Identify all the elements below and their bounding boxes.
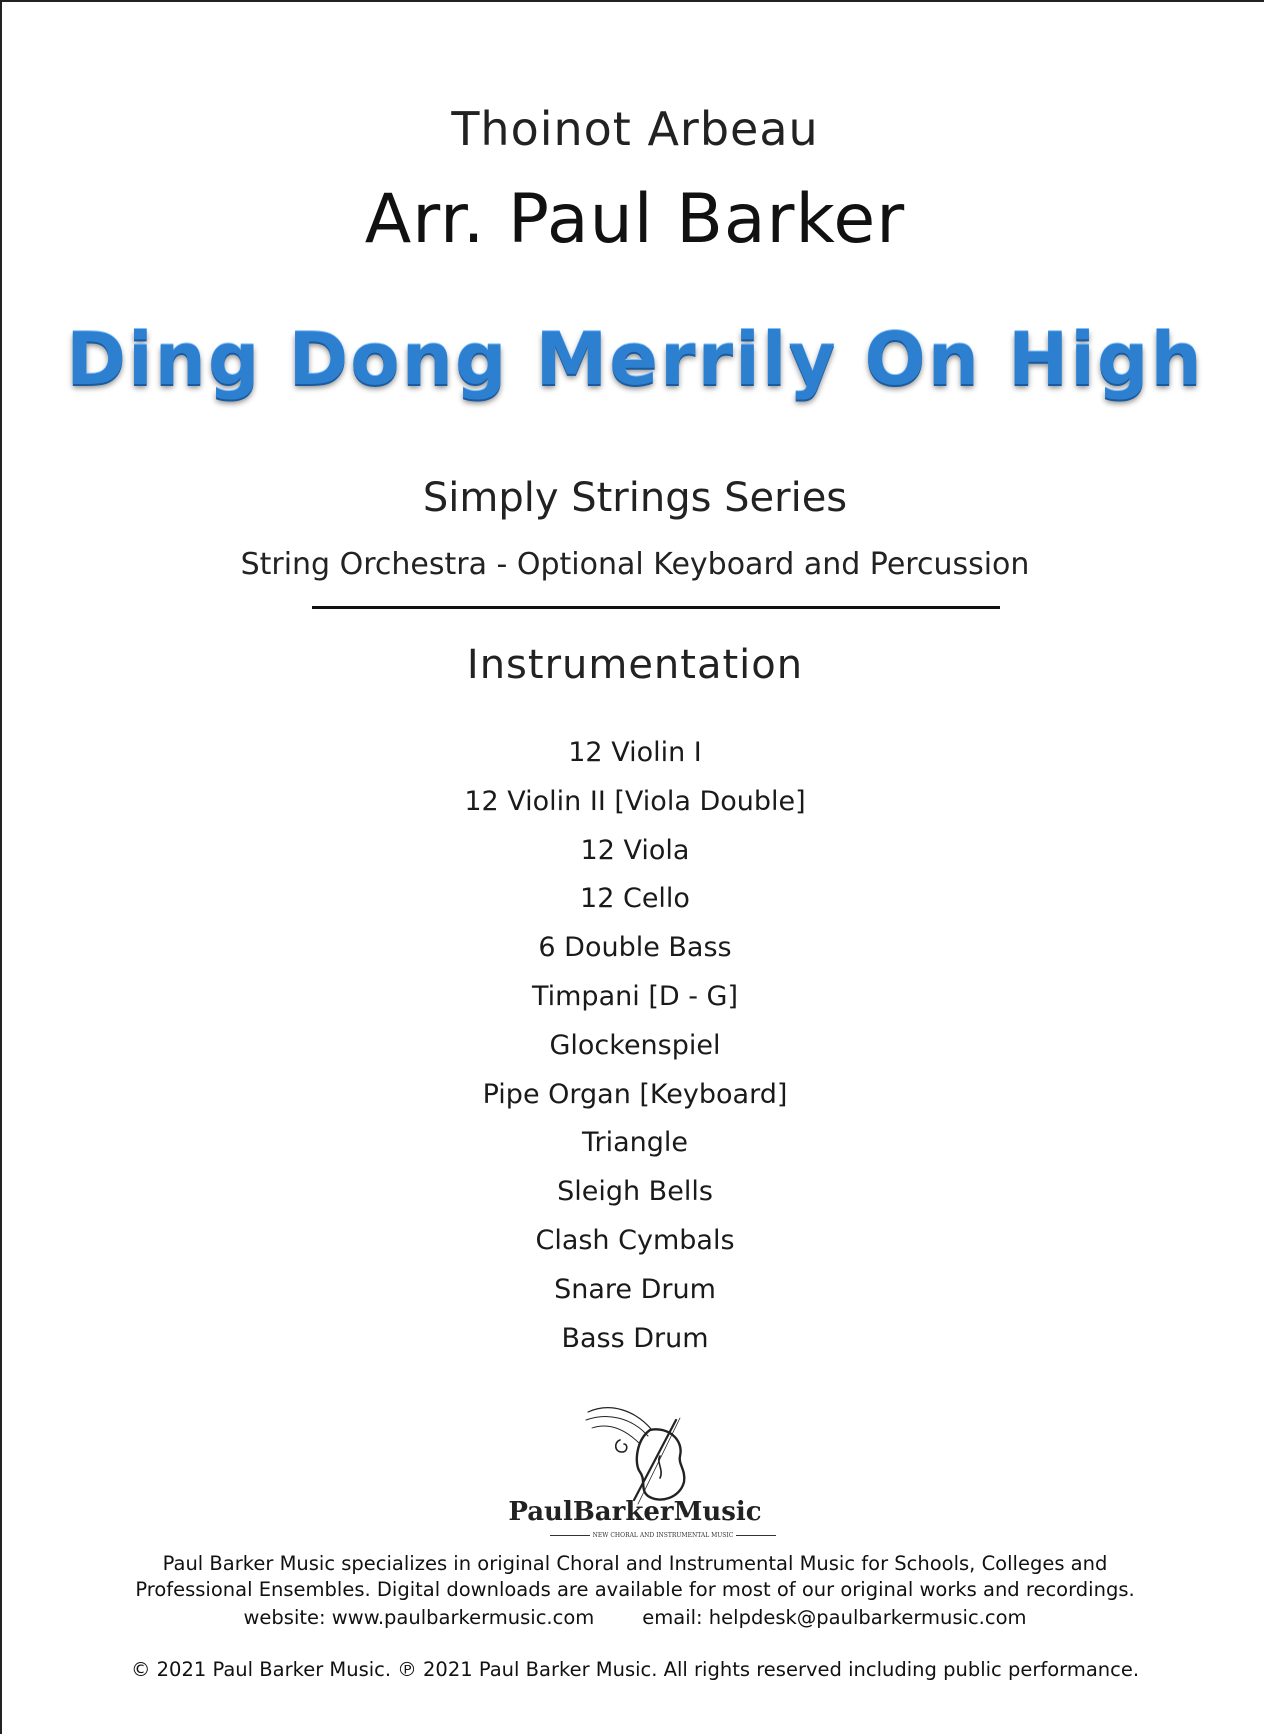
blurb-line: Paul Barker Music specializes in original Choral and Instrumental Music for Schools, Colleges and [162,1552,1108,1575]
arranger-name: Arr. Paul Barker [364,180,906,259]
tagline-rule [550,1535,590,1536]
website-link[interactable]: website: www.paulbarkermusic.com [243,1606,595,1629]
blurb-line: Professional Ensembles. Digital downloads are available for most of our original works and recordings. [135,1578,1135,1601]
violin-logo-icon [580,1400,708,1508]
instrument-item: Clash Cymbals [535,1224,735,1256]
instrument-item: Sleigh Bells [557,1176,713,1208]
divider-rule [312,606,1000,609]
instrument-item: Glockenspiel [549,1029,721,1061]
brand-name: PaulBarkerMusic [508,1497,762,1527]
instrument-item: 6 Double Bass [538,932,732,964]
instrumentation-list [2,729,1266,1363]
email-link[interactable]: email: helpdesk@paulbarkermusic.com [642,1606,1027,1629]
series-name: Simply Strings Series [422,475,848,521]
composer-name: Thoinot Arbeau [451,102,819,156]
copyright-notice: © 2021 Paul Barker Music. ℗ 2021 Paul Barker Music. All rights reserved including public performance. [130,1658,1140,1681]
ensemble-subtitle: String Orchestra - Optional Keyboard and Percussion [240,547,1030,582]
instrument-item: Timpani [D - G] [531,980,739,1012]
piece-title: Ding Dong Merrily On High [66,317,1204,401]
instrument-item: Triangle [581,1127,689,1159]
instrument-item: 12 Viola [580,834,690,866]
brand-tagline: NEW CHORAL AND INSTRUMENTAL MUSIC [592,1531,734,1539]
publisher-blurb [2,1551,1266,1603]
contact-line [2,1605,1266,1631]
tagline-rule [736,1535,776,1536]
instrument-item: Pipe Organ [Keyboard] [482,1078,788,1110]
instrumentation-heading: Instrumentation [466,642,804,688]
instrument-item: 12 Cello [580,883,690,915]
instrument-item: Bass Drum [561,1322,709,1354]
brand-tagline-row [550,1529,776,1541]
instrument-item: Snare Drum [554,1273,716,1305]
instrument-item: 12 Violin I [568,737,702,768]
instrument-item: 12 Violin II [Viola Double] [464,785,806,817]
